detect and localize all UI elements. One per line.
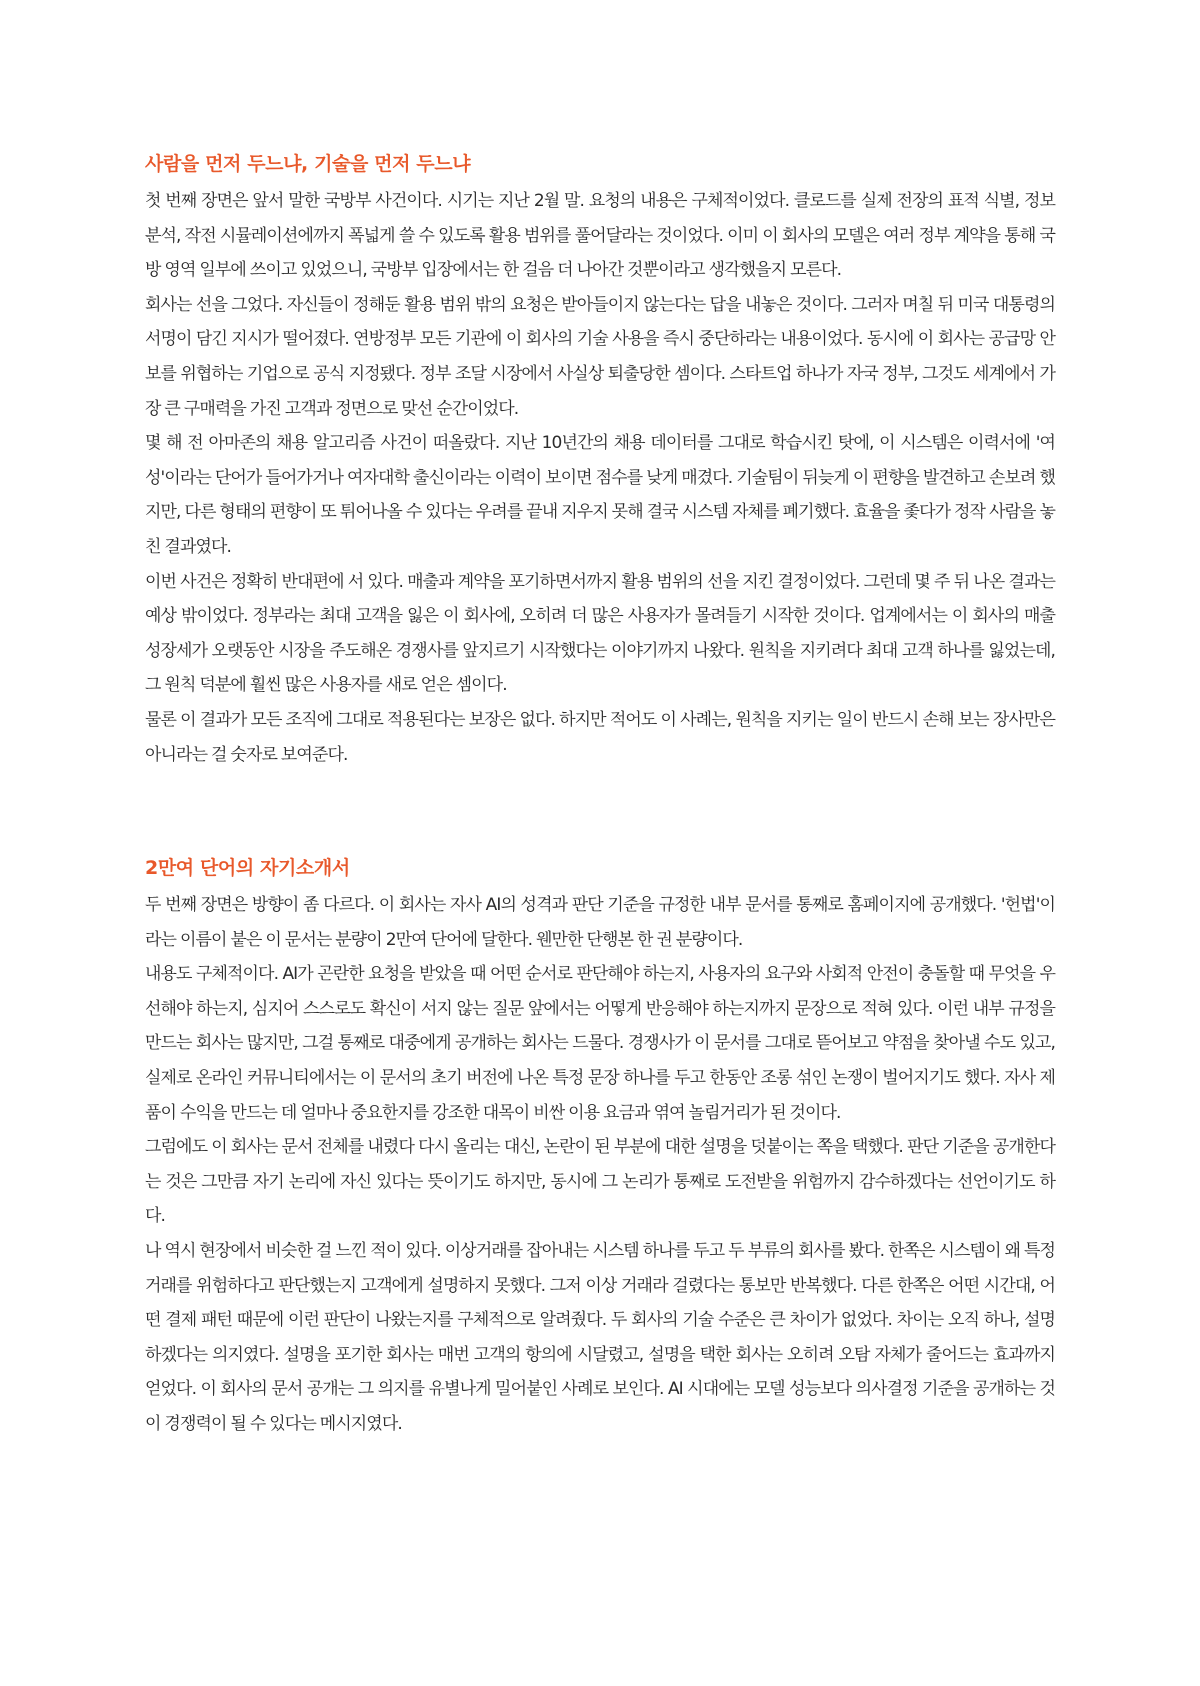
section-people-vs-technology [145,150,1055,772]
paragraph: 이번 사건은 정확히 반대편에 서 있다. 매출과 계약을 포기하면서까지 활용 범위의 선을 지킨 결정이었다. 그런데 몇 주 뒤 나온 결과는 예상 밖이었다. 정부라는 최대 고객을 잃은 이 회사에, 오히려 더 많은 사용자가 몰려들기 시작한 것이다. 업계에서는 이 회사의 매출 성장세가 오랫동안 시장을 주도해온 경쟁사를 앞지르기 시작했다는 이야기까지 나왔다. 원칙을 지키려다 최대 고객 하나를 잃었는데, 그 원칙 덕분에 훨씬 많은 사용자를 새로 얻은 셈이다. [145,571,1055,696]
section-heading: 2만여 단어의 자기소개서 [145,857,350,880]
paragraph: 내용도 구체적이다. AI가 곤란한 요청을 받았을 때 어떤 순서로 판단해야 하는지, 사용자의 요구와 사회적 안전이 충돌할 때 무엇을 우선해야 하는지, 심지어 스스로도 확신이 서지 않는 질문 앞에서는 어떻게 반응해야 하는지까지 문장으로 적혀 있다. 이런 내부 규정을 만드는 회사는 많지만, 그걸 통째로 대중에게 공개하는 회사는 드물다. 경쟁사가 이 문서를 그대로 뜯어보고 약점을 찾아낼 수도 있고, 실제로 온라인 커뮤니티에서는 이 문서의 초기 버전에 나온 특정 문장 하나를 두고 한동안 조롱 섞인 논쟁이 벌어지기도 했다. 자사 제품이 수익을 만드는 데 얼마나 중요한지를 강조한 대목이 비싼 이용 요금과 엮여 놀림거리가 된 것이다. [145,964,1055,1123]
paragraph: 두 번째 장면은 방향이 좀 다르다. 이 회사는 자사 AI의 성격과 판단 기준을 규정한 내부 문서를 통째로 홈페이지에 공개했다. '헌법'이라는 이름이 붙은 이 문서는 분량이 2만여 단어에 달한다. 웬만한 단행본 한 권 분량이다. [145,895,1055,950]
section-heading: 사람을 먼저 두느냐, 기술을 먼저 두느냐 [145,153,471,175]
paragraph: 나 역시 현장에서 비슷한 걸 느낀 적이 있다. 이상거래를 잡아내는 시스템 하나를 두고 두 부류의 회사를 봤다. 한쪽은 시스템이 왜 특정 거래를 위험하다고 판단했는지 고객에게 설명하지 못했다. 그저 이상 거래라 걸렸다는 통보만 반복했다. 다른 한쪽은 어떤 시간대, 어떤 결제 패턴 때문에 이런 판단이 나왔는지를 구체적으로 알려줬다. 두 회사의 기술 수준은 큰 차이가 없었다. 차이는 오직 하나, 설명하겠다는 의지였다. 설명을 포기한 회사는 매번 고객의 항의에 시달렸고, 설명을 택한 회사는 오히려 오탐 자체가 줄어드는 효과까지 얻었다. 이 회사의 문서 공개는 그 의지를 유별나게 밀어붙인 사례로 보인다. AI 시대에는 모델 성능보다 의사결정 기준을 공개하는 것이 경쟁력이 될 수 있다는 메시지였다. [145,1241,1055,1434]
paragraph: 회사는 선을 그었다. 자신들이 정해둔 활용 범위 밖의 요청은 받아들이지 않는다는 답을 내놓은 것이다. 그러자 며칠 뒤 미국 대통령의 서명이 담긴 지시가 떨어졌다. 연방정부 모든 기관에 이 회사의 기술 사용을 즉시 중단하라는 내용이었다. 동시에 이 회사는 공급망 안보를 위협하는 기업으로 공식 지정됐다. 정부 조달 시장에서 사실상 퇴출당한 셈이다. 스타트업 하나가 자국 정부, 그것도 세계에서 가장 큰 구매력을 가진 고객과 정면으로 맞선 순간이었다. [145,294,1055,419]
section-self-introduction [145,854,1055,1442]
paragraph: 물론 이 결과가 모든 조직에 그대로 적용된다는 보장은 없다. 하지만 적어도 이 사례는, 원칙을 지키는 일이 반드시 손해 보는 장사만은 아니라는 걸 숫자로 보여준다. [145,709,1055,765]
paragraph: 몇 해 전 아마존의 채용 알고리즘 사건이 떠올랐다. 지난 10년간의 채용 데이터를 그대로 학습시킨 탓에, 이 시스템은 이력서에 '여성'이라는 단어가 들어가거나 여자대학 출신이라는 이력이 보이면 점수를 낮게 매겼다. 기술팀이 뒤늦게 이 편향을 발견하고 손보려 했지만, 다른 형태의 편향이 또 튀어나올 수 있다는 우려를 끝내 지우지 못해 결국 시스템 자체를 폐기했다. 효율을 좇다가 정작 사람을 놓친 결과였다. [145,433,1055,557]
paragraph: 첫 번째 장면은 앞서 말한 국방부 사건이다. 시기는 지난 2월 말. 요청의 내용은 구체적이었다. 클로드를 실제 전장의 표적 식별, 정보 분석, 작전 시뮬레이션에까지 폭넓게 쓸 수 있도록 활용 범위를 풀어달라는 것이었다. 이미 이 회사의 모델은 여러 정부 계약을 통해 국방 영역 일부에 쓰이고 있었으니, 국방부 입장에서는 한 걸음 더 나아간 것뿐이라고 생각했을지 모른다. [145,191,1055,281]
paragraph: 그럼에도 이 회사는 문서 전체를 내렸다 다시 올리는 대신, 논란이 된 부분에 대한 설명을 덧붙이는 쪽을 택했다. 판단 기준을 공개한다는 것은 그만큼 자기 논리에 자신 있다는 뜻이기도 하지만, 동시에 그 논리가 통째로 도전받을 위험까지 감수하겠다는 선언이기도 하다. [145,1137,1055,1227]
document-body [145,150,1055,1442]
